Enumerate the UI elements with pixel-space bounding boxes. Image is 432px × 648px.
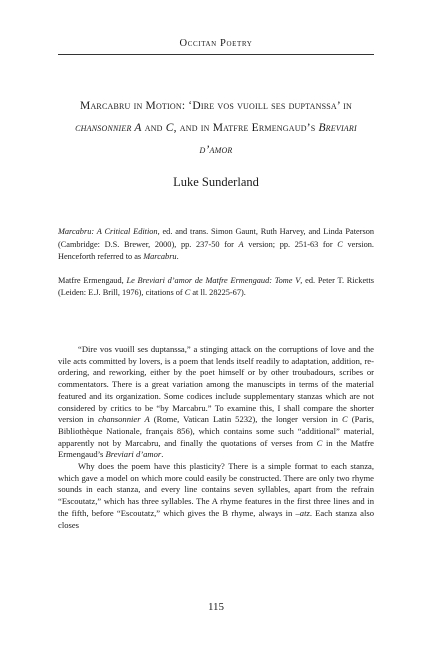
title-part-1: Marcabru in Motion: ‘Dire vos vuoill ses duptanssa’ in xyxy=(80,100,352,112)
article-title xyxy=(64,95,368,161)
title-italic-1: chansonnier A xyxy=(75,122,142,134)
ref-text: version. Henceforth referred to as xyxy=(58,239,374,261)
reference-notes xyxy=(58,226,374,311)
para-text: “Dire vos vuoill ses duptanssa,” a stinging attack on the corruptions of love and the vile acts committed by lovers, is a poem that lends itself readily to adaptation, addition, re-ordering, and reworking, either by the poet himself or by other troubadours, scribes or commentators. There is a great variation among the manuscipts in terms of the material featured and its organization. Some codices include supplementary stanzas which are not considered by critics to be “by Marcabru.” To examine this, I shall compare the shorter version in xyxy=(58,344,374,425)
para-text: . Each stanza also closes xyxy=(58,507,374,530)
ref-italic: Le Breviari d’amor de Matfre Ermengaud: Tome V xyxy=(126,275,301,285)
body-paragraph xyxy=(58,461,374,531)
title-part-2: and xyxy=(141,122,166,134)
ref-text: at ll. 28225-67). xyxy=(190,288,246,297)
title-part-3: , and in Matfre Ermengaud’s xyxy=(173,122,319,134)
para-text: Why does the poem have this plasticity? There is a simple format to each stanza, which gave a model on which more could easily be constructed. There are only two rhyme sounds in each stanza, and every line contains seven syllables, apart from the refrain “Escoutatz,” which has three syllables. The A rhyme features in the first three lines and in the fifth, before “Escoutatz,” which gives the B rhyme, always in xyxy=(58,461,374,518)
ref-text: , ed. Peter T. Ricketts (Leiden: E.J. Brill, 1976), citations of xyxy=(58,275,374,297)
body-text xyxy=(58,344,374,531)
para-italic: Breviari d’amor xyxy=(105,449,162,460)
reference-note xyxy=(58,275,374,300)
para-text: . xyxy=(161,449,164,460)
reference-note xyxy=(58,226,374,264)
page-number: 115 xyxy=(207,601,225,613)
para-italic: C xyxy=(342,414,348,425)
para-italic: chansonnier A xyxy=(98,414,150,425)
ref-italic: Marcabru: A Critical Edition xyxy=(58,227,158,236)
para-text: (Rome, Vatican Latin 5232), the longer version in xyxy=(149,414,343,425)
para-text: in the Matfre Ermengaud’s xyxy=(58,437,374,460)
running-head: Occitan Poetry xyxy=(179,38,253,49)
ref-italic: C xyxy=(184,288,191,297)
para-italic: –atz xyxy=(295,507,310,518)
para-italic: C xyxy=(316,437,323,448)
ref-italic: A xyxy=(238,239,244,249)
ref-text: , ed. and trans. Simon Gaunt, Ruth Harvey, and Linda Paterson (Cambridge: D.S. Brewer, 2000), pp. 237-50 for xyxy=(58,227,374,249)
para-text: (Paris, Bibliothèque Nationale, français 856), which contains some such “additional” material, apparently not by Marcabru, and finally the quotations of verses from xyxy=(58,414,374,448)
ref-text: Matfre Ermengaud, xyxy=(58,275,127,285)
author-name: Luke Sunderland xyxy=(173,175,259,189)
ref-italic: C xyxy=(337,239,343,249)
header-rule xyxy=(58,54,374,55)
body-paragraph xyxy=(58,344,374,461)
ref-text: version; pp. 251-63 for xyxy=(243,239,338,249)
title-italic-2: C xyxy=(165,122,174,134)
ref-italic: Marcabru xyxy=(143,252,177,261)
title-italic-3: Breviari d’amor xyxy=(199,122,357,156)
ref-text: . xyxy=(176,252,179,261)
